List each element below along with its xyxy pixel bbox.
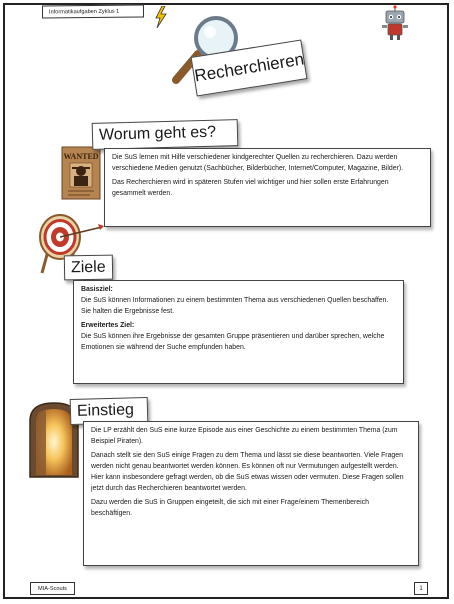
wanted-poster-icon <box>60 145 102 201</box>
worum-paragraph-1: Die SuS lernen mit Hilfe verschiedener kindgerechter Quellen zu recherchieren. Dazu werden verschiedene Medien genutzt (Sachbücher, Bilderbücher, Internet/Computer, Magazine, Bilder). <box>112 154 404 172</box>
einstieg-paragraph-2: Danach stellt sie den SuS einige Fragen zu dem Thema und lässt sie diese beantworten. Viele Fragen werden nicht genau beantwortet werden können. Es können oft nur Vermutungen aufgestellt werden. Hier kann insbesondere gefragt werden, ob die SuS etwas wissen oder vermuten. Diese Fragen sollen jetzt durch das Recherchieren beantwortet werden. <box>91 452 404 492</box>
basisziel-text: Die SuS können Informationen zu einem bestimmten Thema aus verschiedenen Quellen beschaffen. Sie halten die Ergebnisse fest. <box>81 297 389 315</box>
heading-einstieg: Einstieg <box>70 397 149 425</box>
page-title: Recherchieren <box>191 39 308 96</box>
basisziel-label: Basisziel: <box>81 286 113 293</box>
einstieg-content-box <box>83 421 419 566</box>
header-tag: Informatikaufgaben Zyklus 1 <box>42 4 144 18</box>
footer-brand: MIA-Scouts <box>30 582 75 595</box>
lightning-bolt-icon <box>154 6 168 28</box>
einstieg-paragraph-3: Dazu werden die SuS in Gruppen eingeteilt, die sich mit einer Frage/einem Themenbereich beschäftigen. <box>91 499 369 517</box>
page-number: 1 <box>414 582 428 595</box>
robot-icon <box>380 5 410 41</box>
worum-paragraph-2: Das Recherchieren wird in späteren Stufen viel wichtiger und hier sollen erste Erfahrungen gesammelt werden. <box>112 179 389 197</box>
einstieg-paragraph-1: Die LP erzählt den SuS eine kurze Episode aus einer Geschichte zu einem bestimmten Thema (zum Beispiel Piraten). <box>91 427 398 445</box>
ziele-content-box <box>73 280 404 384</box>
heading-worum-geht-es: Worum geht es? <box>92 119 239 150</box>
erweitertes-ziel-text: Die SuS können ihre Ergebnisse der gesamten Gruppe präsentieren und darüber sprechen, welche Emotionen sie während der Suche empfunden haben. <box>81 333 385 351</box>
worum-content-box <box>104 148 431 227</box>
erweitertes-ziel-label: Erweitertes Ziel: <box>81 322 135 329</box>
heading-ziele: Ziele <box>64 255 113 281</box>
wanted-poster-text: WANTED <box>63 152 99 161</box>
